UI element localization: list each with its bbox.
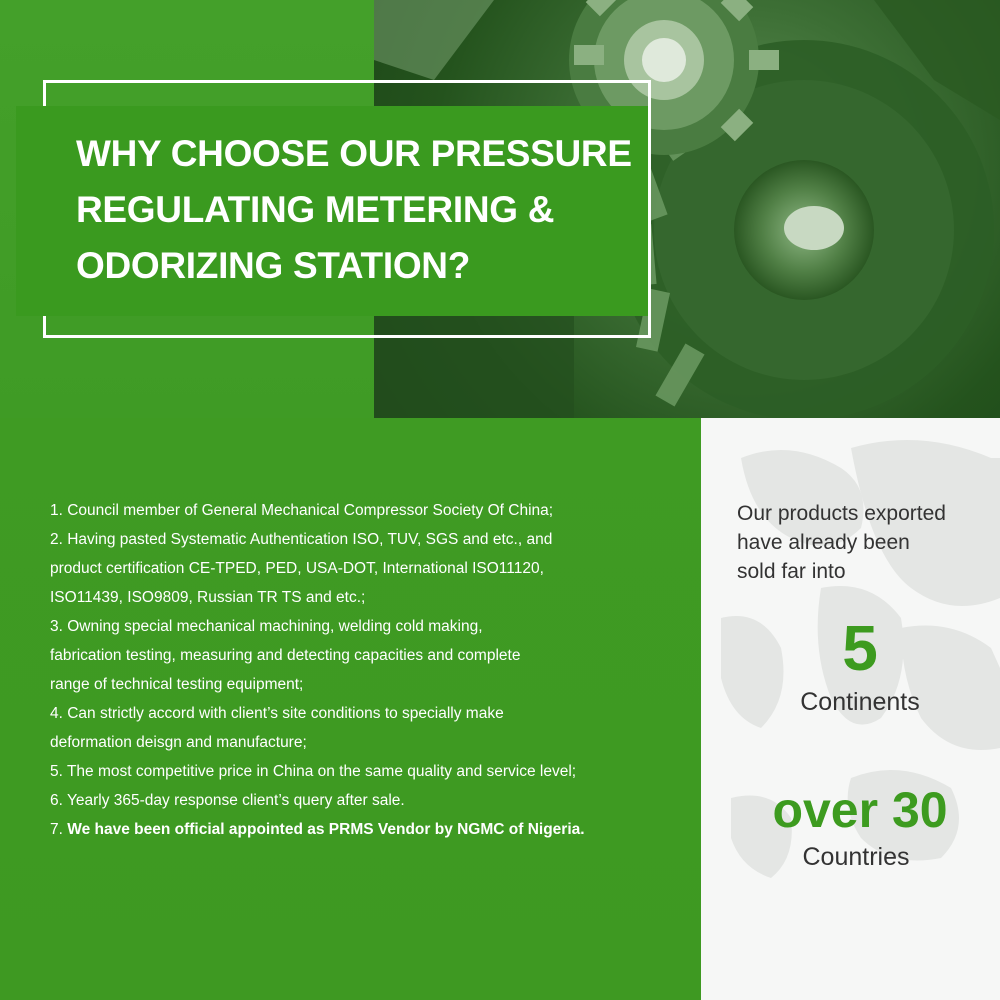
title-line-3: ODORIZING STATION? [76,245,471,286]
feature-line: 2. Having pasted Systematic Authentication ISO, TUV, SGS and etc., and [50,531,553,548]
features-list [50,496,690,844]
title-line-1: WHY CHOOSE OUR PRESSURE [76,133,632,174]
countries-label: Countries [802,843,910,871]
feature-prefix: 7. [50,821,68,838]
feature-line: 5. The most competitive price in China on the same quality and service level; [50,763,577,780]
feature-line: range of technical testing equipment; [50,676,304,693]
export-intro-line: sold far into [737,560,846,583]
feature-line: fabrication testing, measuring and detecting capacities and complete [50,647,521,664]
export-intro-line: have already been [737,531,910,554]
continents-number: 5 [842,612,878,684]
title-line-2: REGULATING METERING & [76,189,555,230]
feature-line: 6. Yearly 365-day response client’s query after sale. [50,792,405,809]
page-title [76,126,646,294]
feature-item [50,496,690,525]
feature-bold-text: We have been official appointed as PRMS Vendor by NGMC of Nigeria. [67,821,585,838]
feature-line: ISO11439, ISO9809, Russian TR TS and etc.; [50,589,366,606]
feature-item [50,525,690,612]
feature-line: 4. Can strictly accord with client’s site conditions to specially make [50,705,504,722]
export-intro [737,499,997,586]
feature-item [50,612,690,699]
feature-item [50,757,690,786]
feature-line: deformation deisgn and manufacture; [50,734,307,751]
title-frame-cover [16,106,56,316]
feature-line: 1. Council member of General Mechanical Compressor Society Of China; [50,502,554,519]
countries-number: over 30 [772,782,948,838]
feature-item-highlight [50,815,690,844]
feature-line [50,815,690,844]
export-intro-line: Our products exported [737,502,946,525]
feature-line: 3. Owning special mechanical machining, welding cold making, [50,618,483,635]
feature-item [50,786,690,815]
feature-line: product certification CE-TPED, PED, USA-DOT, International ISO11120, [50,560,544,577]
continents-label: Continents [800,688,920,716]
feature-item [50,699,690,757]
